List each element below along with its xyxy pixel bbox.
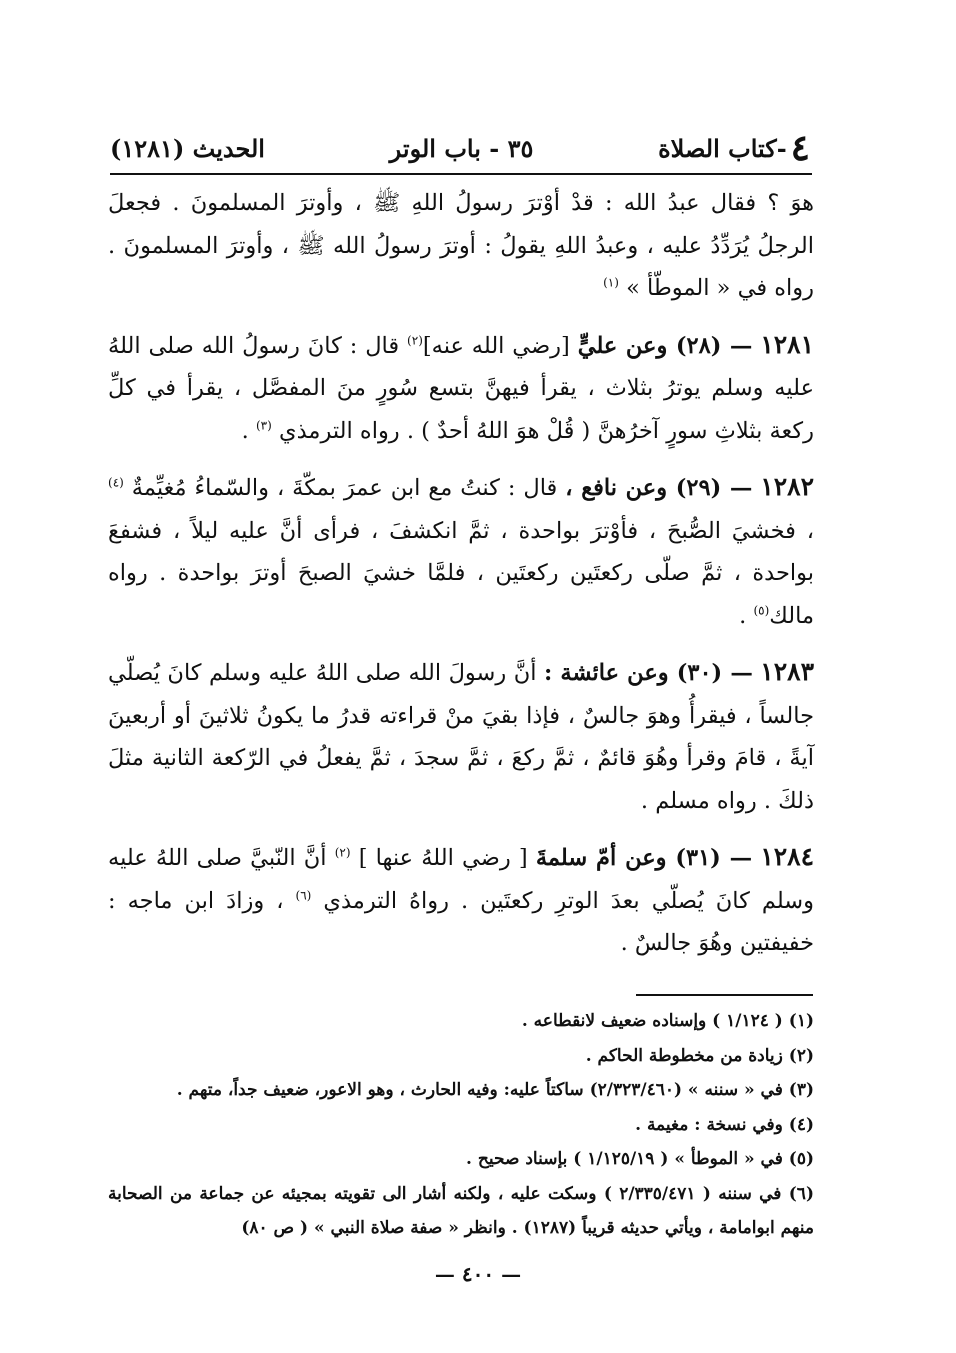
footnote: (٦) في سننه ( ٢/٣٣٥/٤٧١ ) وسكت عليه ، ولكنه أشار الى تقويته بمجيئه عن جماعة من الصحابة منهم ابوامامة ، ويأتي حديثه قريباً (١٢٨٧) . وانظر « صفة صلاة النبي » ( ص ٨٠) [108, 1183, 814, 1238]
hadith-1284: ١٢٨٤ — (٣١) وعن أمّ سلمةَ [ رضي اللهُ عنها ] $^{(٢)}$ أنَّ النّبيَّ صلى اللهُ عليه وسلم كانَ يُصلّي بعدَ الوترِ ركعتَين . رواهُ الترمذي $^{(٦)}$ ، وزادَ ابن ماجه : خفيفتين وهُوَ جالسٌ . [108, 842, 815, 956]
section-title: ٣٥ - باب الوتر [389, 133, 534, 163]
hadith-intro: — (٣٠) وعن عائشة : [543, 660, 753, 686]
footnote: (٢) زيادة من مخطوطة الحاكم . [585, 1045, 814, 1066]
continued-paragraph: هوَ ؟ فقال عبدُ الله : قدْ أوْترَ رسولُ اللهِ ﷺ ، وأوترَ المسلمونَ . فجعلَ الرجلُ يُرَدِّدُ عليه ، وعبدُ اللهِ يقولُ : أوترَ رسولُ الله ﷺ ، وأوترَ المسلمونَ . رواه في « الموطّأ » $^{(١)}$ [108, 190, 814, 301]
footnote-divider [636, 994, 813, 996]
footnote-ref: (١) [603, 275, 619, 290]
footnote-ref: (٣) [255, 418, 272, 432]
hadith-number: ١٢٨٢ [760, 472, 815, 501]
running-header [110, 128, 810, 168]
hadith-number: ١٢٨٣ [760, 657, 814, 686]
footnote: (٥) في « الموطأ » ( ١/١٢٥/١٩ ) بإسناد صحيح . [466, 1149, 814, 1169]
header-divider [110, 173, 812, 175]
chapter-number: ٤ [790, 127, 810, 169]
page-number: — ٤٠٠ — [434, 1262, 522, 1286]
hadith-1281: ١٢٨١ — (٢٨) وعن عليٍّ [رضي الله عنه]$^{(٢)}$ قال : كانَ رسولُ الله صلى اللهُ عليه وسلم يوترُ بثلاث ، يقرأ فيهنَّ بتسع سُورٍ منَ المفصَّل ، يقرأ في كلِّ ركعة بثلاثِ سورٍ آخرُهنَّ ( قُلْ هوَ اللهُ أحدٌ ) . رواه الترمذي $^{(٣)}$ . [108, 329, 815, 444]
footnote-ref: (٦) [295, 888, 312, 902]
footnote-ref: (٥) [753, 603, 770, 617]
hadith-intro: — (٣١) وعن أمّ سلمةَ [535, 845, 753, 871]
footnotes [108, 1004, 814, 1246]
hadith-1282: ١٢٨٢ — (٢٩) وعن نافع ، قال : كنتُ مع ابن عمرَ بمكّةَ ، والسّماءُ مُغيِّمةٌ $^{(٤)}$ ، فخشيَ الصُّبحَ ، فأوْترَ بواحدة ، ثمَّ انكشفَ ، فرأى أنَّ عليه ليلاً ، فشفعَ بواحدة ، ثمَّ صلّى ركعتَين ركعتَين ، فلمَّا خشيَ الصبحَ أوترَ بواحدة . رواه مالك$^{(٥)}$ . [108, 472, 815, 629]
footnote-ref: (٤) [108, 475, 124, 490]
hadith-number: ١٢٨١ [760, 329, 815, 359]
footnote-ref: (٢) [407, 333, 423, 347]
main-text [108, 182, 814, 965]
footnote-ref: (٢) [334, 845, 351, 860]
hadith-intro: — (٢٩) وعن نافع ، [565, 475, 753, 501]
hadith-intro: — (٢٨) وعن عليٍّ [577, 332, 753, 359]
chapter-title [658, 127, 810, 169]
footnote: (٤) وفي نسخة : مغيمة . [635, 1114, 814, 1135]
hadith-range: الحديث (١٢٨١) [110, 133, 265, 163]
footnote: (١) ( ١/١٢٤ ) وإسناده ضعيف لانقطاعه . [521, 1011, 814, 1031]
hadith-1283: ١٢٨٣ — (٣٠) وعن عائشة : أنَّ رسولَ الله صلى اللهُ عليه وسلم كانَ يُصلّي جالساً ، فيقرأُ وهوَ جالسٌ ، فإذا بقيَ منْ قراءته قدرُ ما يكونُ ثلاثينَ أو أربعينَ آيةً ، قامَ وقرأ وهُوَ قائمٌ ، ثمَّ ركعَ ، ثمَّ سجدَ ، ثمَّ يفعلُ في الرّكعة الثانية مثلَ ذلكَ . رواه مسلم . [108, 657, 814, 814]
hadith-number: ١٢٨٤ [760, 842, 815, 871]
chapter-name: -كتاب الصلاة [658, 133, 787, 163]
footnote: (٣) في « سننه » (٢/٣٢٣/٤٦٠) ساكتاً عليه: وفيه الحارث ، وهو الاعور، ضعيف جداً، متهم . [176, 1080, 814, 1100]
